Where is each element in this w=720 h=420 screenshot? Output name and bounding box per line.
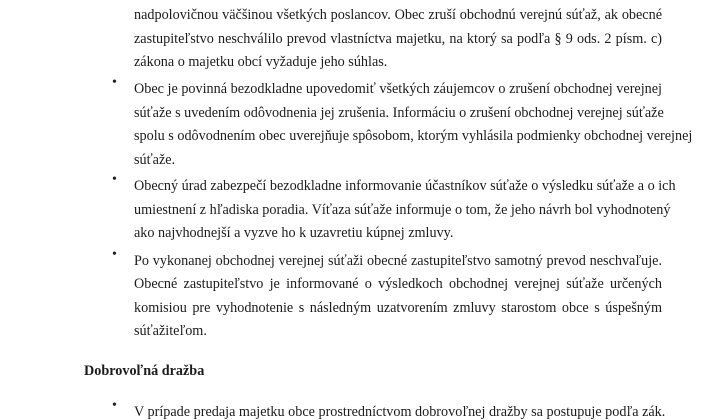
text-line: zákona o majetku obcí vyžaduje jeho súhlas. [134, 54, 388, 70]
bullet-marker: • [112, 75, 117, 90]
text-line: súťaže. [134, 152, 176, 168]
text-line: Obec je povinná bezodkladne upovedomiť všetkých záujemcov o zrušení obchodnej verejnej [134, 81, 662, 97]
text-line: Obecné zastupiteľstvo je informované o výsledkoch obchodnej verejnej súťaže určených [134, 276, 662, 292]
bullet-marker: • [112, 247, 117, 262]
text-line: zastupiteľstvo neschválilo prevod vlastníctva majetku, na ktorý sa podľa § 9 ods. 2 písm. c) [134, 31, 662, 47]
text-line: umiestnení z hľadiska poradia. Víťaza súťaže informuje o tom, že jeho návrh bol vyhodnotený [134, 202, 671, 218]
text-line: súťažiteľom. [134, 323, 207, 339]
section-heading: Dobrovoľná dražba [84, 363, 205, 379]
text-line: komisiou pre vyhodnotenie s následným uzatvorením zmluvy starostom obce s úspešným [134, 300, 662, 316]
text-line: nadpolovičnou väčšinou všetkých poslancov. Obec zruší obchodnú verejnú súťaž, ak obecné [134, 7, 662, 23]
bullet-marker: • [112, 172, 117, 187]
text-line: Po vykonanej obchodnej verejnej súťaži obecné zastupiteľstvo samotný prevod neschvaľuje. [134, 253, 662, 269]
text-line: spolu s odôvodnením obec uverejňuje spôsobom, ktorým vyhlásila podmienky obchodnej verejnej [134, 128, 693, 144]
text-line: V prípade predaja majetku obce prostredníctvom dobrovoľnej dražby sa postupuje podľa zák. [134, 404, 666, 420]
text-line: ako najvhodnejší a vyzve ho k uzavretiu kúpnej zmluvy. [134, 225, 454, 241]
text-line: súťaže s uvedením odôvodnenia jej zrušenia. Informáciu o zrušení obchodnej verejnej súťaže [134, 105, 664, 121]
text-line: Obecný úrad zabezpečí bezodkladne informovanie účastníkov súťaže o výsledku súťaže a o ich [134, 178, 676, 194]
bullet-marker: • [112, 398, 117, 413]
